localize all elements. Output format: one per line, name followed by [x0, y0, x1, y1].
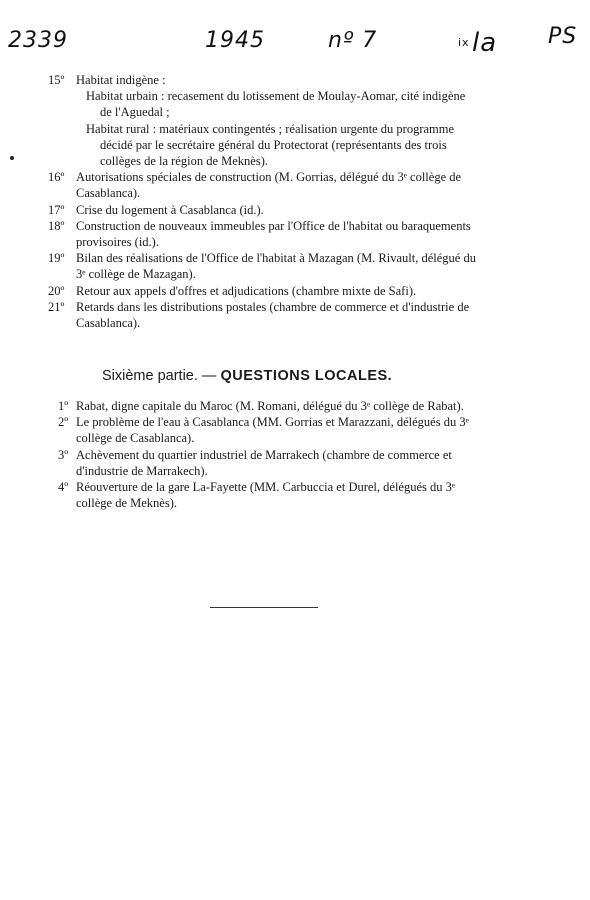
list-item [58, 398, 476, 414]
item-text: Retards dans les distributions postales (chambre de commerce et d'industrie de Casablanca). [76, 299, 470, 331]
section-prefix: Sixième partie. — [102, 368, 217, 384]
handwritten-year: 1945 [205, 28, 265, 53]
margin-dot [10, 156, 14, 160]
list-item [58, 447, 476, 479]
list-item [48, 283, 478, 299]
item-text: Bilan des réalisations de l'Office de l'habitat à Mazagan (M. Rivault, délégué du 3ᵉ collège de Mazagan). [76, 251, 476, 282]
list-item [48, 218, 478, 250]
item-number: 1º [58, 399, 69, 413]
item-text: Autorisations spéciales de construction (M. Gorrias, délégué du 3ᵉ collège de Casablanca). [76, 170, 462, 201]
item-text: Rabat, digne capitale du Maroc (M. Romani, délégué du 3ᵉ collège de Rabat). [76, 399, 464, 413]
item-text: Habitat urbain : recasement du lotissement de Moulay-Aomar, cité indigène de l'Aguedal ; [86, 89, 466, 120]
item-number: 21º [48, 299, 65, 314]
item-number: 18º [48, 218, 65, 233]
list-subitem [86, 121, 478, 170]
item-number: 20º [48, 283, 65, 298]
handwritten-la: la [472, 28, 498, 58]
list-item [48, 72, 478, 88]
section-heading [102, 368, 392, 384]
local-questions-list [58, 398, 476, 511]
handwritten-reference: 2339 [8, 28, 68, 53]
item-number: 16º [48, 170, 65, 185]
handwritten-number: nº 7 [328, 28, 378, 53]
handwritten-ps: PS [548, 24, 578, 49]
item-text: Réouverture de la gare La-Fayette (MM. Carbuccia et Durel, délégués du 3ᵉ collège de Meknès). [76, 480, 456, 511]
section-divider [210, 607, 318, 608]
list-subitem [86, 88, 478, 120]
item-number: 4º [58, 480, 69, 495]
list-item [48, 250, 478, 282]
list-item [58, 479, 476, 511]
section-title: QUESTIONS LOCALES. [220, 368, 393, 384]
item-text: Construction de nouveaux immeubles par l'Office de l'habitat ou baraquements provisoires (id.). [76, 218, 471, 250]
item-text: Crise du logement à Casablanca (id.). [76, 202, 264, 217]
list-item [48, 169, 478, 201]
list-item [48, 202, 478, 218]
item-number: 15º [48, 73, 65, 87]
item-number: 2º [58, 415, 69, 430]
item-text: Habitat indigène : [76, 73, 166, 87]
list-item [58, 414, 476, 446]
handwritten-ix: ix [458, 36, 470, 49]
item-text: Retour aux appels d'offres et adjudications (chambre mixte de Safi). [76, 283, 417, 298]
item-number: 3º [58, 447, 69, 462]
item-text: Le problème de l'eau à Casablanca (MM. Gorrias et Marazzani, délégués du 3ᵉ collège de Casablanca). [76, 415, 469, 446]
item-number: 19º [48, 251, 65, 266]
item-text: Habitat rural : matériaux contingentés ; réalisation urgente du programme décidé par le secrétaire général du Protectorat (représentants des trois collèges de la région de Meknès). [86, 121, 455, 169]
item-number: 17º [48, 202, 65, 217]
list-item [48, 299, 478, 331]
agenda-list [48, 72, 478, 331]
item-text: Achèvement du quartier industriel de Marrakech (chambre de commerce et d'industrie de Marrakech). [76, 447, 452, 478]
